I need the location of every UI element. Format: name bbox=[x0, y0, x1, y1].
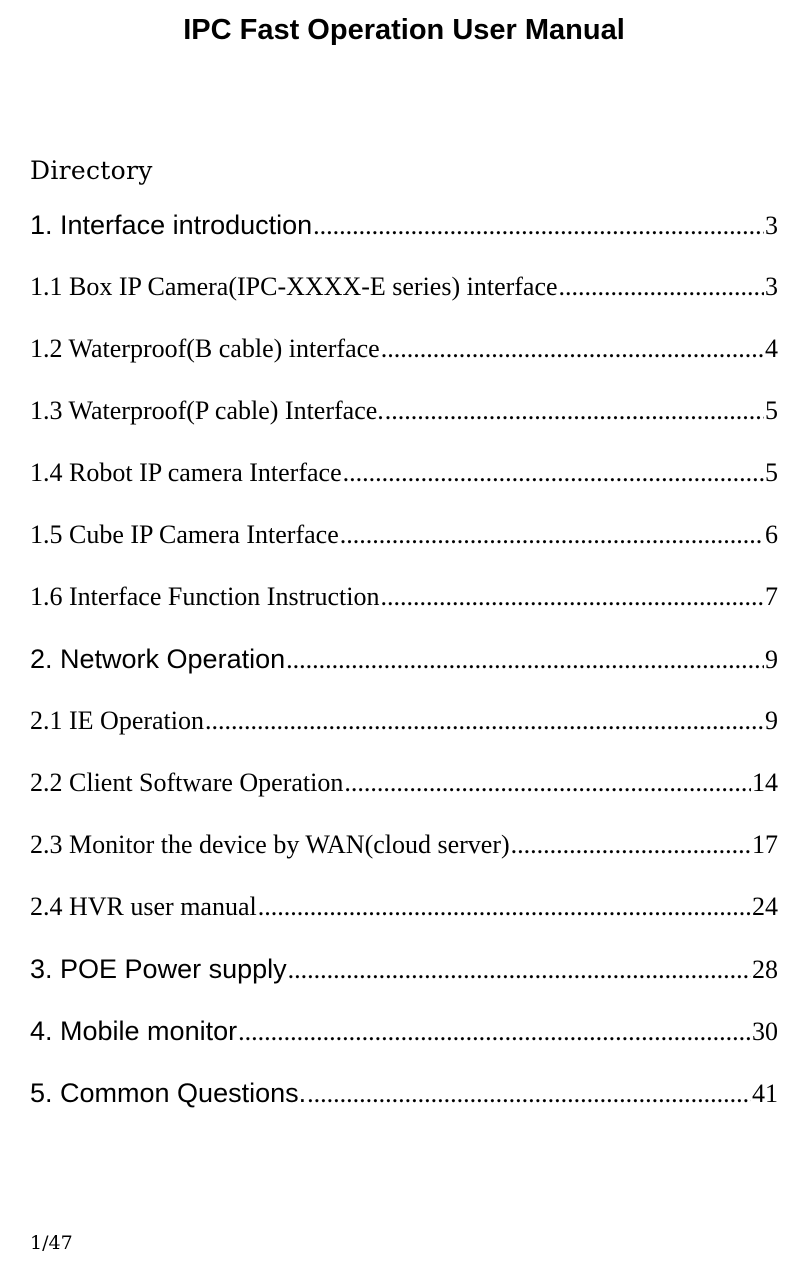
toc-entry-page: 3 bbox=[765, 211, 778, 240]
toc-dot-leader bbox=[313, 211, 764, 241]
toc-entry-page: 30 bbox=[752, 1017, 778, 1046]
toc-entry-label: 1.4 Robot IP camera Interface bbox=[30, 458, 342, 487]
toc-dot-leader bbox=[286, 645, 764, 675]
directory-heading: Directory bbox=[30, 156, 153, 185]
toc-entry-label: 1. Interface introduction bbox=[30, 210, 313, 240]
toc-entry-label: 2.1 IE Operation bbox=[30, 706, 205, 735]
toc-dot-leader bbox=[380, 582, 764, 612]
toc-dot-leader bbox=[258, 892, 751, 922]
toc-entry[interactable] bbox=[30, 892, 778, 954]
toc-dot-leader bbox=[238, 1017, 751, 1047]
toc-entry[interactable] bbox=[30, 334, 778, 396]
toc-dot-leader bbox=[511, 830, 751, 860]
toc-entry-page: 5 bbox=[765, 396, 778, 425]
toc-dot-leader bbox=[385, 396, 764, 426]
toc-entry-page: 24 bbox=[752, 892, 778, 921]
toc-entry[interactable] bbox=[30, 1016, 778, 1078]
toc-entry-label: 1.6 Interface Function Instruction bbox=[30, 582, 380, 611]
toc-entry-page: 7 bbox=[765, 582, 778, 611]
toc-entry-page: 17 bbox=[752, 830, 778, 859]
table-of-contents bbox=[30, 210, 778, 1140]
toc-entry-page: 5 bbox=[765, 458, 778, 487]
toc-entry[interactable] bbox=[30, 644, 778, 706]
toc-dot-leader bbox=[205, 706, 764, 736]
toc-entry-page: 28 bbox=[752, 955, 778, 984]
toc-entry-label: 2.3 Monitor the device by WAN(cloud server) bbox=[30, 830, 510, 859]
page-number: 1/47 bbox=[30, 1232, 73, 1254]
toc-entry[interactable] bbox=[30, 706, 778, 768]
toc-entry-label: 1.2 Waterproof(B cable) interface bbox=[30, 334, 380, 363]
toc-dot-leader bbox=[381, 334, 764, 364]
toc-entry-page: 41 bbox=[752, 1079, 778, 1108]
toc-entry-label: 1.1 Box IP Camera(IPC-XXXX-E series) interface bbox=[30, 272, 558, 301]
toc-entry[interactable] bbox=[30, 582, 778, 644]
toc-entry-label: 2. Network Operation bbox=[30, 644, 286, 674]
toc-entry[interactable] bbox=[30, 396, 778, 458]
toc-entry[interactable] bbox=[30, 954, 778, 1016]
toc-entry[interactable] bbox=[30, 768, 778, 830]
toc-entry-label: 4. Mobile monitor bbox=[30, 1016, 238, 1046]
toc-entry-label: 1.3 Waterproof(P cable) Interface. bbox=[30, 396, 384, 425]
toc-entry-page: 4 bbox=[765, 334, 778, 363]
toc-dot-leader bbox=[344, 768, 751, 798]
toc-entry-page: 14 bbox=[752, 768, 778, 797]
toc-dot-leader bbox=[343, 458, 764, 488]
toc-entry[interactable] bbox=[30, 1078, 778, 1140]
toc-entry[interactable] bbox=[30, 520, 778, 582]
toc-entry[interactable] bbox=[30, 210, 778, 272]
toc-entry-label: 2.4 HVR user manual bbox=[30, 892, 257, 921]
toc-entry-page: 6 bbox=[765, 520, 778, 549]
toc-entry[interactable] bbox=[30, 458, 778, 520]
toc-entry-page: 3 bbox=[765, 272, 778, 301]
toc-dot-leader bbox=[340, 520, 764, 550]
toc-dot-leader bbox=[307, 1079, 751, 1109]
toc-entry-page: 9 bbox=[765, 645, 778, 674]
toc-dot-leader bbox=[288, 955, 751, 985]
toc-dot-leader bbox=[559, 272, 764, 302]
document-title: IPC Fast Operation User Manual bbox=[183, 14, 625, 46]
toc-entry-label: 5. Common Questions. bbox=[30, 1078, 307, 1108]
toc-entry-page: 9 bbox=[765, 706, 778, 735]
toc-entry[interactable] bbox=[30, 830, 778, 892]
toc-entry-label: 2.2 Client Software Operation bbox=[30, 768, 344, 797]
toc-entry[interactable] bbox=[30, 272, 778, 334]
toc-entry-label: 3. POE Power supply bbox=[30, 954, 287, 984]
toc-entry-label: 1.5 Cube IP Camera Interface bbox=[30, 520, 339, 549]
